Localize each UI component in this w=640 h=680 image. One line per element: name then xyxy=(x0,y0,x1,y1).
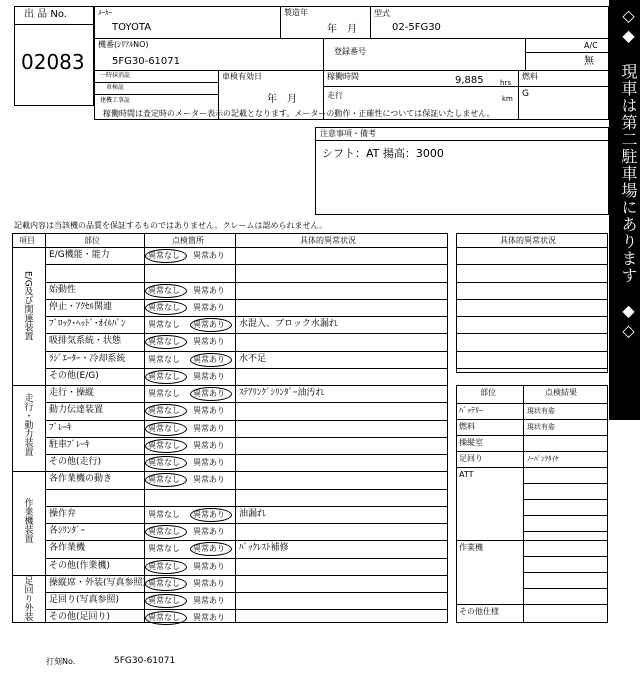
divider xyxy=(94,94,218,95)
hours-label: 稼働時間 xyxy=(327,72,359,81)
option-normal: 異常なし xyxy=(148,320,180,329)
row-part: E/G機能・能力 xyxy=(49,250,110,260)
option-abnormal: 異常あり xyxy=(193,320,225,329)
option-abnormal: 異常あり xyxy=(193,337,225,347)
option-abnormal: 異常あり xyxy=(193,544,225,554)
selected-circle xyxy=(145,611,187,625)
option-abnormal: 異常あり xyxy=(193,285,225,295)
results-header-part: 部位 xyxy=(480,388,496,397)
option-normal: 異常なし xyxy=(148,406,180,416)
right-detail-header: 具体的異常状況 xyxy=(500,236,556,245)
results-divider xyxy=(456,451,608,452)
detail-line xyxy=(456,368,608,369)
travel-label: 走行 xyxy=(327,91,343,100)
row-part: ﾌﾞﾚｰｷ xyxy=(49,422,72,433)
selected-circle xyxy=(145,249,187,263)
location-banner xyxy=(609,0,640,420)
row-divider xyxy=(45,282,448,283)
divider xyxy=(323,38,324,120)
selected-circle xyxy=(145,577,187,591)
row-divider xyxy=(45,420,448,421)
option-abnormal: 異常あり xyxy=(193,527,225,536)
option-normal: 異常なし xyxy=(148,337,180,347)
results-divider xyxy=(456,403,608,404)
results-subline xyxy=(523,531,608,532)
reg-label: 登録番号 xyxy=(334,47,366,56)
row-part: ﾗｼﾞｴｰﾀｰ・冷却系統 xyxy=(49,353,126,364)
detail-line xyxy=(456,299,608,300)
row-part: その他(足回り) xyxy=(49,612,111,623)
row-part: 駐車ﾌﾞﾚｰｷ xyxy=(49,439,90,450)
row-divider xyxy=(45,506,448,507)
row-divider xyxy=(45,299,448,300)
group-divider xyxy=(12,385,448,386)
results-divider xyxy=(456,604,608,605)
hours-note: 稼働時間は査定時のメーター表示の記載となります。メーターの動作・正確性については保証いたしません。 xyxy=(103,109,495,118)
selected-circle xyxy=(145,422,187,436)
results-part: ATT xyxy=(459,470,474,479)
row-part: 各ｼﾘﾝﾀﾞｰ xyxy=(49,526,86,536)
option-abnormal: 異常あり xyxy=(193,406,225,416)
model-label: 型式 xyxy=(374,9,390,18)
year-label: 製造年 xyxy=(284,8,308,17)
selected-circle xyxy=(190,318,232,332)
group-divider xyxy=(12,575,448,576)
permit-label: 一時抹消証 xyxy=(100,72,131,79)
selected-circle xyxy=(145,456,187,470)
row-part: 動力伝達装置 xyxy=(49,405,104,416)
row-divider xyxy=(45,523,448,524)
option-normal: 異常なし xyxy=(148,371,180,381)
results-part: 足回り xyxy=(459,454,483,463)
option-abnormal: 異常あり xyxy=(193,596,225,605)
model-value: 02-5FG30 xyxy=(392,22,441,33)
selected-circle xyxy=(145,439,187,453)
row-part: 各作業機の動き xyxy=(49,474,113,485)
selected-circle xyxy=(145,301,187,315)
divider xyxy=(45,233,46,623)
row-divider xyxy=(45,489,448,490)
selected-circle xyxy=(190,387,232,401)
lot-label: 出 品 No. xyxy=(24,9,67,20)
row-divider xyxy=(45,437,448,438)
results-part: 燃料 xyxy=(459,422,475,431)
notes-label: 注意事項・備考 xyxy=(320,129,376,138)
divider xyxy=(12,247,448,248)
divider xyxy=(94,38,609,39)
right-detail-box xyxy=(456,233,608,373)
results-part: その他仕様 xyxy=(459,607,499,616)
option-abnormal: 異常あり xyxy=(193,561,225,571)
row-part: 走行・操縦 xyxy=(49,388,95,398)
detail-line xyxy=(456,351,608,352)
divider xyxy=(94,82,218,83)
divider xyxy=(518,70,519,120)
option-normal: 異常なし xyxy=(148,389,180,398)
stamp-value: 5FG30-61071 xyxy=(114,656,176,666)
row-divider xyxy=(45,351,448,352)
option-abnormal: 異常あり xyxy=(193,302,225,312)
row-divider xyxy=(45,368,448,369)
km-unit: km xyxy=(502,95,513,103)
divider xyxy=(370,6,371,38)
results-subline xyxy=(523,556,608,557)
divider xyxy=(525,38,526,70)
maker-value: TOYOTA xyxy=(112,22,152,33)
option-normal: 異常なし xyxy=(148,458,180,467)
disclaimer: 記載内容は当該機の品質を保証するものではありません。クレームは認められません。 xyxy=(14,221,327,230)
results-divider xyxy=(456,467,608,468)
group-divider xyxy=(12,471,448,472)
results-value: ﾉｰﾊﾟﾝｸﾀｲﾔ xyxy=(527,455,559,463)
divider xyxy=(315,140,609,141)
header-item: 項目 xyxy=(19,236,35,245)
option-abnormal: 異常あり xyxy=(193,389,225,398)
row-divider xyxy=(45,316,448,317)
divider xyxy=(94,70,609,71)
row-divider xyxy=(45,609,448,610)
option-normal: 異常なし xyxy=(148,561,180,571)
notes-text: シフト：AT 揚高：3000 xyxy=(322,147,444,160)
detail-line xyxy=(456,316,608,317)
option-abnormal: 異常あり xyxy=(193,475,225,485)
lot-number: 02083 xyxy=(21,50,85,74)
option-normal: 異常なし xyxy=(148,544,180,554)
row-detail: 油漏れ xyxy=(239,508,267,519)
selected-circle xyxy=(145,284,187,298)
row-divider xyxy=(45,558,448,559)
row-part: 足回り(写真参照) xyxy=(49,595,120,605)
divider xyxy=(323,86,609,87)
row-divider xyxy=(45,592,448,593)
group-label: 走行・動力装置 xyxy=(22,393,33,457)
option-abnormal: 異常あり xyxy=(193,578,225,588)
detail-line xyxy=(456,282,608,283)
row-divider xyxy=(45,264,448,265)
option-normal: 異常なし xyxy=(148,251,180,260)
option-abnormal: 異常あり xyxy=(193,423,225,433)
results-divider xyxy=(456,540,608,541)
results-subline xyxy=(523,483,608,484)
inspection-year-month: 年 月 xyxy=(267,94,297,105)
row-part: その他(走行) xyxy=(49,457,102,467)
option-normal: 異常なし xyxy=(148,302,180,312)
results-divider xyxy=(456,419,608,420)
group-label: 足回り外装 xyxy=(22,575,33,621)
selected-circle xyxy=(190,353,232,367)
maker-label: ﾒｰｶｰ xyxy=(98,9,112,17)
selected-circle xyxy=(145,525,187,539)
results-divider xyxy=(456,435,608,436)
row-part: 操作弁 xyxy=(49,508,77,519)
row-divider xyxy=(45,454,448,455)
year-month: 年 月 xyxy=(327,24,357,35)
results-header-result: 点検結果 xyxy=(545,388,577,397)
ac-value: 無 xyxy=(584,56,594,67)
row-part: ﾌﾞﾛｯｸ･ﾍｯﾄﾞ･ｵｲﾙﾊﾟﾝ xyxy=(49,319,126,329)
option-normal: 異常なし xyxy=(148,613,180,623)
group-label: 作業機装置 xyxy=(22,498,33,543)
results-subline xyxy=(523,499,608,500)
option-abnormal: 異常あり xyxy=(193,371,225,381)
selected-circle xyxy=(145,370,187,384)
row-part: 始動性 xyxy=(49,284,77,295)
inspection-cert-label: 車検証 xyxy=(106,84,125,91)
fuel-value: G xyxy=(522,89,529,99)
results-value: 現状有姿 xyxy=(527,407,555,415)
stamp-label: 打刻No. xyxy=(46,657,76,666)
location-banner-text: ◇◆ 現車は第二駐車場にあります ◆◇ xyxy=(619,6,638,341)
header-detail: 具体的異常状況 xyxy=(300,236,356,245)
header-part: 部位 xyxy=(84,236,100,245)
divider xyxy=(456,247,608,248)
option-normal: 異常なし xyxy=(148,423,180,433)
selected-circle xyxy=(145,560,187,574)
inspection-valid-label: 車検有効日 xyxy=(222,72,262,81)
row-divider xyxy=(45,333,448,334)
row-part: その他(作業機) xyxy=(49,560,111,571)
results-value: 現状有姿 xyxy=(527,423,555,431)
header-check: 点検箇所 xyxy=(172,236,204,245)
option-normal: 異常なし xyxy=(148,440,180,450)
option-abnormal: 異常あり xyxy=(193,458,225,467)
row-detail: ｽﾃｱﾘﾝｸﾞｼﾘﾝﾀﾞｰ油汚れ xyxy=(239,388,325,398)
row-detail: 水混入、ブロック水漏れ xyxy=(239,319,338,329)
fuel-label: 燃料 xyxy=(522,72,538,81)
divider xyxy=(14,24,94,25)
hours-unit: hrs xyxy=(500,79,511,87)
row-part: 吸排気系統・状態 xyxy=(49,336,122,347)
detail-line xyxy=(456,264,608,265)
row-detail: ﾊﾞｯｸﾚｽﾄ補修 xyxy=(239,543,289,554)
results-subline xyxy=(523,588,608,589)
row-divider xyxy=(45,402,448,403)
option-normal: 異常なし xyxy=(148,509,180,519)
row-part: その他(E/G) xyxy=(49,370,99,381)
option-abnormal: 異常あり xyxy=(193,613,225,623)
results-subline xyxy=(523,572,608,573)
detail-line xyxy=(456,333,608,334)
work-cert-label: 建機工事証 xyxy=(100,97,131,104)
serial-label: 機番(ｼﾘｱﾙNO) xyxy=(98,40,149,49)
option-normal: 異常なし xyxy=(148,475,180,485)
results-part: 操縦室 xyxy=(459,438,483,447)
row-part: 各作業機 xyxy=(49,543,86,554)
option-normal: 異常なし xyxy=(148,578,180,588)
results-subline xyxy=(523,515,608,516)
selected-circle xyxy=(190,508,232,522)
option-normal: 異常なし xyxy=(148,527,180,536)
divider xyxy=(235,233,236,623)
option-abnormal: 異常あり xyxy=(193,509,225,519)
option-normal: 異常なし xyxy=(148,285,180,295)
selected-circle xyxy=(145,594,187,608)
serial-value: 5FG30-61071 xyxy=(112,56,181,67)
results-part: 作業機 xyxy=(459,543,483,552)
option-normal: 異常なし xyxy=(148,354,180,364)
option-abnormal: 異常あり xyxy=(193,440,225,450)
option-abnormal: 異常あり xyxy=(193,251,225,260)
option-abnormal: 異常あり xyxy=(193,354,225,364)
row-part: 操縦席・外装(写真参照) xyxy=(49,577,147,588)
row-part: 停止・ｱｸｾﾙ関連 xyxy=(49,301,113,312)
hours-value: 9,885 xyxy=(455,75,484,86)
divider xyxy=(525,52,609,53)
row-divider xyxy=(45,540,448,541)
results-part: ﾊﾞｯﾃﾘｰ xyxy=(459,406,483,415)
row-detail: 水不足 xyxy=(239,353,267,364)
group-label: E/G及び関連装置 xyxy=(22,271,33,341)
divider xyxy=(280,6,281,38)
ac-label: A/C xyxy=(584,41,598,50)
option-normal: 異常なし xyxy=(148,596,180,605)
